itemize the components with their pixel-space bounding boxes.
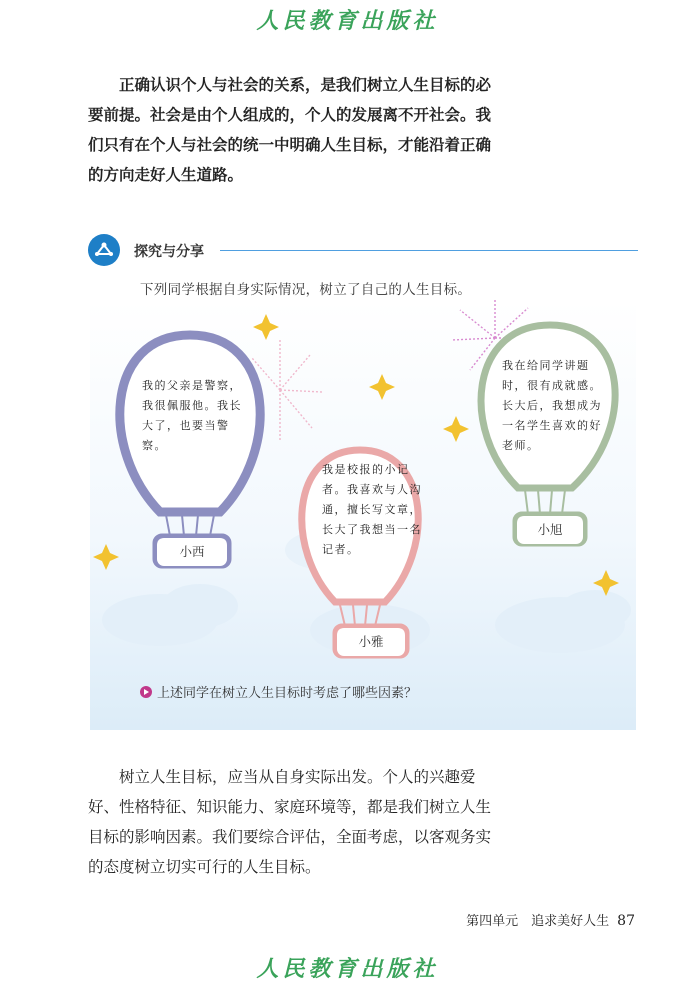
section-divider (220, 250, 638, 251)
question-text: 上述同学在树立人生目标时考虑了哪些因素？ (157, 686, 418, 701)
balloon-text-xiaoya: 我是校报的小记者。我喜欢与人沟通，擅长写文章，长大了我想当一名记者。 (322, 463, 422, 556)
name-label-xiaoya: 小雅 (337, 628, 405, 656)
unit-title: 第四单元 追求美好人生 (466, 914, 610, 929)
balloon-text-xiaoxu: 我在给同学讲题时，很有成就感。长大后，我想成为一名学生喜欢的好老师。 (502, 359, 602, 452)
publisher-logo-bottom: 人民教育出版社 (256, 956, 439, 982)
publisher-logo-top: 人民教育出版社 (256, 8, 439, 34)
name-label-xiaoxu: 小旭 (517, 516, 583, 544)
balloon-illustration (90, 300, 636, 730)
section-title: 探究与分享 (134, 244, 204, 260)
name-label-xiaoxi: 小西 (157, 538, 227, 566)
section-intro: 下列同学根据自身实际情况，树立了自己的人生目标。 (140, 282, 472, 298)
discussion-question (140, 682, 417, 701)
intro-paragraph: 正确认识个人与社会的关系，是我们树立人生目标的必要前提。社会是由个人组成的，个人的发展离不开社会。我们只有在个人与社会的统一中明确人生目标，才能沿着正确的方向走好人生道路。 (88, 75, 492, 184)
page-footer (466, 910, 635, 929)
balloon-text-xiaoxi: 我的父亲是警察，我很佩服他。我长大了，也要当警察。 (142, 379, 242, 452)
explore-share-icon (88, 234, 120, 266)
play-triangle-icon (140, 686, 152, 698)
page-number: 87 (617, 913, 635, 929)
section-header (88, 232, 638, 268)
conclusion-paragraph: 树立人生目标，应当从自身实际出发。个人的兴趣爱好、性格特征、知识能力、家庭环境等，都是我们树立人生目标的影响因素。我们要综合评估，全面考虑，以客观务实的态度树立切实可行的人生目标。 (88, 768, 492, 876)
